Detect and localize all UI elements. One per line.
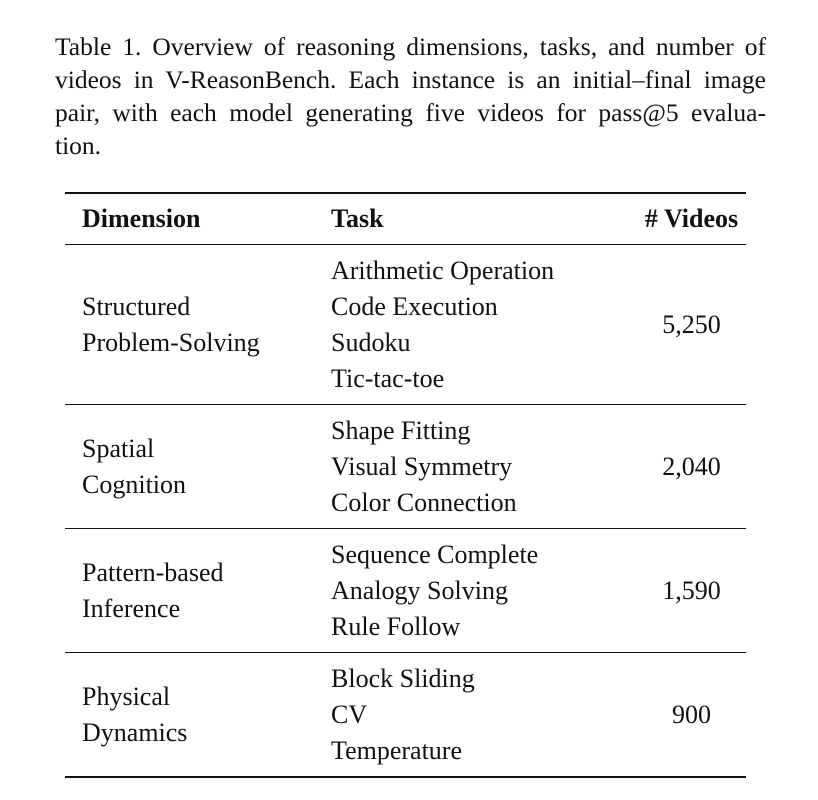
caption-line: videos in V-ReasonBench. Each instance is an initial–final image xyxy=(55,65,766,94)
dimension-cell xyxy=(65,653,331,778)
task-name: Arithmetic Operation xyxy=(331,256,555,285)
task-name: Temperature xyxy=(331,736,462,765)
dimension-cell xyxy=(65,405,331,529)
dimension-text: Physical xyxy=(82,682,171,711)
task-name: Rule Follow xyxy=(331,612,461,641)
task-name: Visual Symmetry xyxy=(331,452,513,481)
task-name: Sequence Complete xyxy=(331,540,539,569)
dimension-text: Spatial xyxy=(82,434,155,463)
task-name: Block Sliding xyxy=(331,664,475,693)
task-name: Color Connection xyxy=(331,488,517,517)
dimension-text: Problem-Solving xyxy=(82,328,260,357)
task-cell xyxy=(331,245,577,405)
videos-count: 900 xyxy=(672,700,712,729)
dimension-text: Cognition xyxy=(82,470,187,499)
task-name: Tic-tac-toe xyxy=(331,364,445,393)
dimension-cell xyxy=(65,245,331,405)
videos-count: 2,040 xyxy=(662,452,721,481)
header-task: Task xyxy=(331,204,384,233)
header-videos: # Videos xyxy=(644,204,739,233)
task-name: CV xyxy=(331,700,368,729)
dimension-text: Dynamics xyxy=(82,718,188,747)
dimension-text: Structured xyxy=(82,292,191,321)
overview-table xyxy=(65,192,746,778)
task-name: Code Execution xyxy=(331,292,498,321)
videos-count: 1,590 xyxy=(662,576,721,605)
dimension-text: Pattern-based xyxy=(82,558,224,587)
videos-count: 5,250 xyxy=(662,310,721,339)
task-name: Shape Fitting xyxy=(331,416,471,445)
task-cell xyxy=(331,529,577,653)
table-row xyxy=(65,245,746,405)
table-header-row xyxy=(65,193,746,245)
dimension-cell xyxy=(65,529,331,653)
dimension-text: Inference xyxy=(82,594,181,623)
table-caption xyxy=(55,30,766,162)
table-row xyxy=(65,653,746,778)
task-name: Sudoku xyxy=(331,328,411,357)
caption-line: pair, with each model generating five videos for pass@5 evalua- xyxy=(55,98,766,127)
header-dimension: Dimension xyxy=(82,204,201,233)
task-name: Analogy Solving xyxy=(331,576,508,605)
table-row xyxy=(65,529,746,653)
table-row xyxy=(65,405,746,529)
caption-line: Table 1. Overview of reasoning dimensions, tasks, and number of xyxy=(55,32,766,61)
caption-line: tion. xyxy=(55,131,102,160)
task-cell xyxy=(331,405,577,529)
task-cell xyxy=(331,653,577,778)
